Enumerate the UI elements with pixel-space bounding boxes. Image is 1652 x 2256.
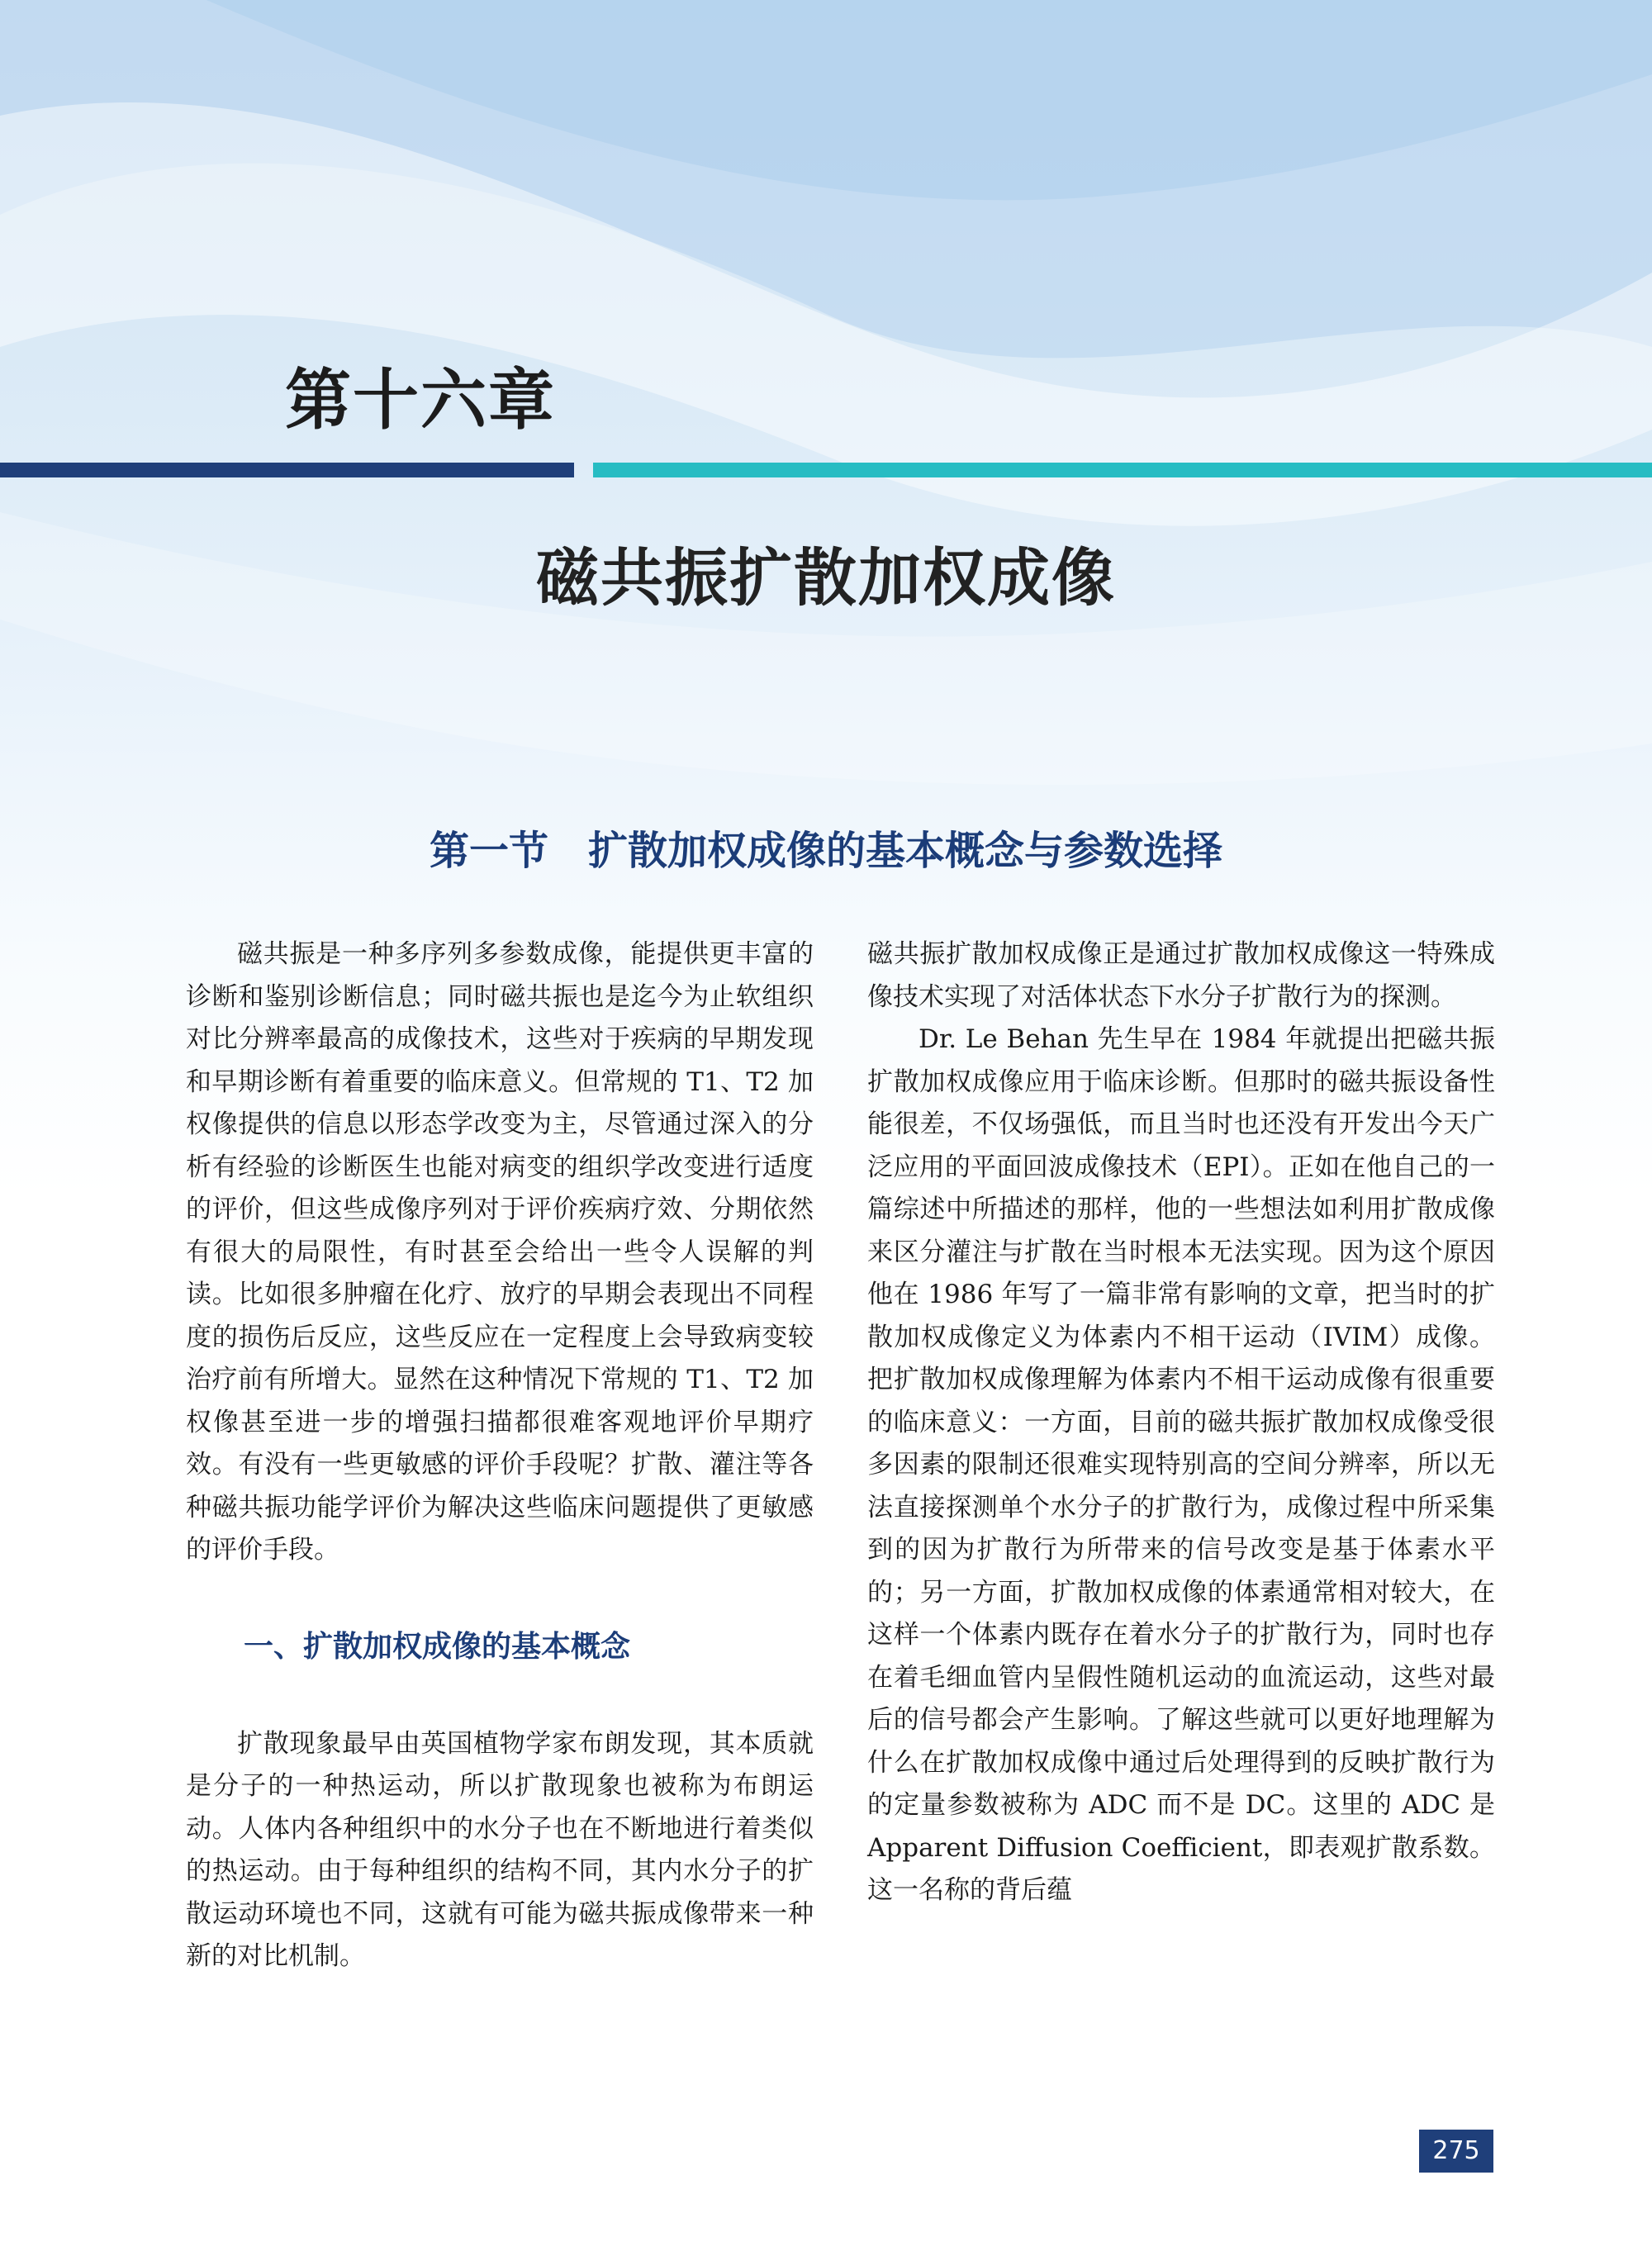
left-column — [186, 933, 814, 1978]
chapter-rule-teal — [593, 463, 1652, 477]
body-paragraph: Dr. Le Behan 先生早在 1984 年就提出把磁共振扩散加权成像应用于临床诊断。但那时的磁共振设备性能很差，不仅场强低，而且当时也还没有开发出今天广泛应用的平面回波成像技术（EPI）。正如在他自己的一篇综述中所描述的那样，他的一些想法如利用扩散成像来区分灌注与扩散在当时根本无法实现。因为这个原因他在 1986 年写了一篇非常有影响的文章，把当时的扩散加权成像定义为体素内不相干运动（IVIM）成像。把扩散加权成像理解为体素内不相干运动成像有很重要的临床意义：一方面，目前的磁共振扩散加权成像受很多因素的限制还很难实现特别高的空间分辨率，所以无法直接探测单个水分子的扩散行为，成像过程中所采集到的因为扩散行为所带来的信号改变是基于体素水平的；另一方面，扩散加权成像的体素通常相对较大，在这样一个体素内既存在着水分子的扩散行为，同时也存在着毛细血管内呈假性随机运动的血流运动，这些对最后的信号都会产生影响。了解这些就可以更好地理解为什么在扩散加权成像中通过后处理得到的反映扩散行为的定量参数被称为 ADC 而不是 DC。这里的 ADC 是 Apparent Diffusion Coefficient，即表观扩散系数。这一名称的背后蕴 — [867, 1024, 1495, 1905]
page-number: 275 — [1419, 2130, 1493, 2173]
subsection-title: 一、扩散加权成像的基本概念 — [244, 1629, 631, 1664]
section-title: 第一节 扩散加权成像的基本概念与参数选择 — [429, 828, 1222, 874]
body-paragraph: 磁共振扩散加权成像正是通过扩散加权成像这一特殊成像技术实现了对活体状态下水分子扩散行为的探测。 — [867, 939, 1495, 1012]
chapter-label: 第十六章 — [285, 362, 556, 439]
chapter-rule-dark — [0, 463, 574, 477]
right-column — [867, 933, 1495, 1912]
body-paragraph: 磁共振是一种多序列多参数成像，能提供更丰富的诊断和鉴别诊断信息；同时磁共振也是迄今为止软组织对比分辨率最高的成像技术，这些对于疾病的早期发现和早期诊断有着重要的临床意义。但常规的 T1、T2 加权像提供的信息以形态学改变为主，尽管通过深入的分析有经验的诊断医生也能对病变的组织学改变进行适度的评价，但这些成像序列对于评价疾病疗效、分期依然有很大的局限性，有时甚至会给出一些令人误解的判读。比如很多肿瘤在化疗、放疗的早期会表现出不同程度的损伤后反应，这些反应在一定程度上会导致病变较治疗前有所增大。显然在这种情况下常规的 T1、T2 加权像甚至进一步的增强扫描都很难客观地评价早期疗效。有没有一些更敏感的评价手段呢？扩散、灌注等各种磁共振功能学评价为解决这些临床问题提供了更敏感的评价手段。 — [186, 939, 814, 1565]
chapter-title: 磁共振扩散加权成像 — [536, 541, 1116, 615]
body-paragraph: 扩散现象最早由英国植物学家布朗发现，其本质就是分子的一种热运动，所以扩散现象也被称为布朗运动。人体内各种组织中的水分子也在不断地进行着类似的热运动。由于每种组织的结构不同，其内水分子的扩散运动环境也不同，这就有可能为磁共振成像带来一种新的对比机制。 — [186, 1728, 814, 1971]
